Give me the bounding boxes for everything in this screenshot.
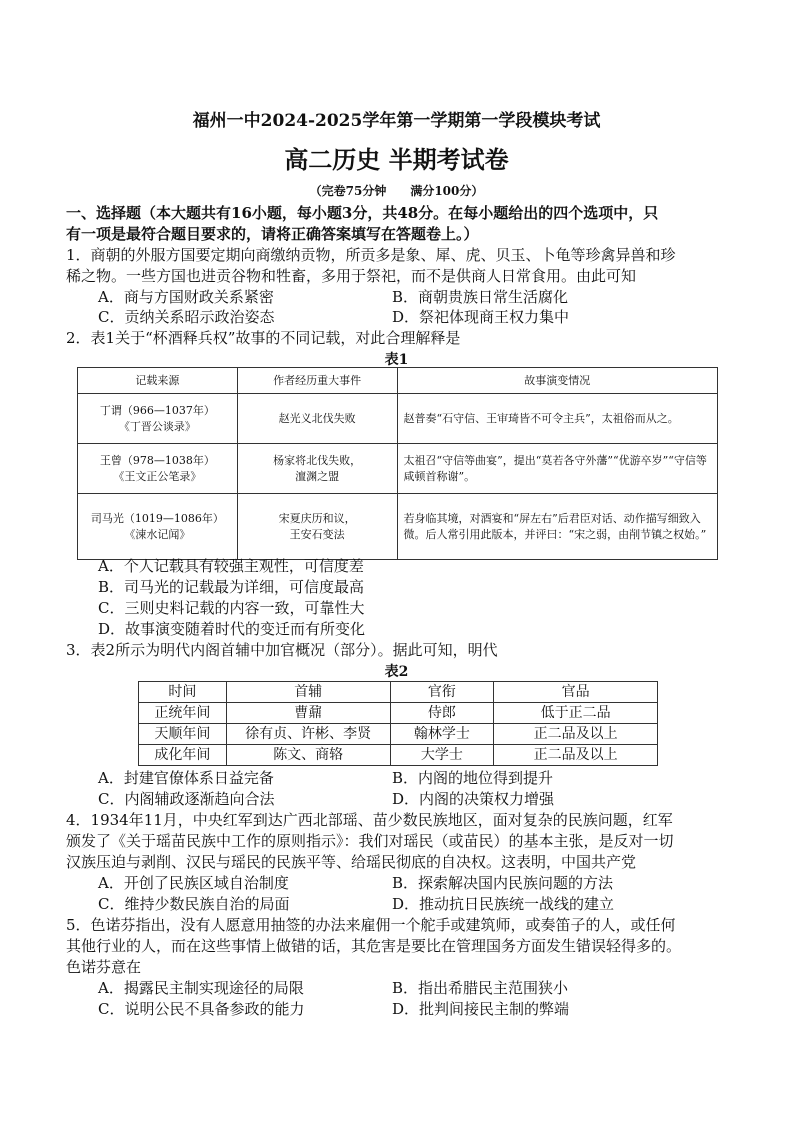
table2-caption: 表2 (384, 664, 409, 680)
table2-cell: 翰林学士 (390, 724, 494, 745)
table1-cell-event (237, 494, 397, 560)
section-instruction-line-1: 一、选择题（本大题共有16小题，每小题3分，共48分。在每小题给出的四个选项中，只 (66, 204, 659, 222)
q4-stem-line-2: 颁发了《关于瑶苗民族中工作的原则指示》：我们对瑶民（或苗民）的基本主张，是反对一切 (66, 832, 674, 850)
table2-header-time: 时间 (139, 682, 227, 703)
table2-cell: 徐有贞、许彬、李贤 (226, 724, 390, 745)
table-row (78, 494, 718, 560)
table2-header-row (139, 682, 658, 703)
q3-option-c: C．内阁辅政逐渐趋向合法 (98, 790, 275, 808)
event-line: 宋夏庆历和议， (278, 511, 356, 525)
table2-cell: 侍郎 (390, 703, 494, 724)
q5-option-b: B．指出希腊民主范围狭小 (392, 979, 569, 997)
source-book: 《涑水记闻》 (124, 527, 191, 541)
section-instruction-line-2: 有一项是最符合题目要求的，请将正确答案填写在答题卷上。） (66, 225, 479, 243)
table-row (139, 724, 658, 745)
table2-cell: 正二品及以上 (494, 745, 658, 766)
table1-caption: 表1 (384, 352, 409, 368)
q1-option-b: B．商朝贵族日常生活腐化 (392, 288, 569, 306)
table1-cell-source (78, 444, 238, 494)
table2-cell: 低于正二品 (494, 703, 658, 724)
school-exam-line: 福州一中2024-2025学年第一学期第一学段模块考试 (192, 111, 601, 131)
source-book: 《王文正公笔录》 (113, 469, 202, 483)
table2-header-title: 官衔 (390, 682, 494, 703)
table1-cell-source (78, 494, 238, 560)
exam-meta: （完卷75分钟 满分100分） (309, 184, 484, 198)
q2-option-b: B．司马光的记载最为详细，可信度最高 (98, 578, 365, 596)
table1-cell-story: 赵普奏“石守信、王审琦皆不可令主兵”，太祖俗而从之。 (397, 394, 717, 444)
q2-option-d: D．故事演变随着时代的变迁而有所变化 (98, 620, 366, 638)
table1-header-story: 故事演变情况 (397, 368, 717, 394)
source-book: 《丁晋公谈录》 (118, 419, 196, 433)
q4-option-d: D．推动抗日民族统一战线的建立 (392, 895, 615, 913)
table2-cell: 大学士 (390, 745, 494, 766)
event-line: 王安石变法 (289, 527, 345, 541)
q1-stem-line-2: 稀之物。一些方国也进贡谷物和牲畜，多用于祭祀，而不是供商人日常食用。由此可知 (66, 267, 637, 285)
event-line: 杨家将北伐失败， (273, 453, 362, 467)
table1-cell-source (78, 394, 238, 444)
page-title: 高二历史 半期考试卷 (284, 146, 509, 174)
q5-option-d: D．批判间接民主制的弊端 (392, 1000, 570, 1018)
q2-option-a: A．个人记载具有较强主观性，可信度差 (98, 557, 364, 575)
table1 (77, 367, 718, 560)
q3-option-a: A．封建官僚体系日益完备 (98, 769, 274, 787)
table1-cell-story: 若身临其境，对酒宴和“屏左右”后君臣对话、动作描写细致入微。后人常引用此版本，并评曰：“宋之弱，由削节镇之权始。” (397, 494, 717, 560)
table-row (78, 444, 718, 494)
table1-header-source: 记载来源 (78, 368, 238, 394)
table-row (78, 394, 718, 444)
table2-cell: 曹鼐 (226, 703, 390, 724)
q2-option-c: C．三则史料记载的内容一致，可靠性大 (98, 599, 365, 617)
q5-stem-line-3: 色诺芬意在 (66, 958, 142, 976)
table2-header-rank: 官品 (494, 682, 658, 703)
q3-option-b: B．内阁的地位得到提升 (392, 769, 554, 787)
q1-stem-line-1: 1．商朝的外服方国要定期向商缴纳贡物，所贡多是象、犀、虎、贝玉、卜龟等珍禽异兽和珍 (66, 246, 676, 264)
table1-cell-event (237, 444, 397, 494)
q5-option-c: C．说明公民不具备参政的能力 (98, 1000, 305, 1018)
q4-option-b: B．探索解决国内民族问题的方法 (392, 874, 614, 892)
table1-header-event: 作者经历重大事件 (237, 368, 397, 394)
q5-option-a: A．揭露民主制实现途径的局限 (98, 979, 304, 997)
q4-option-a: A．开创了民族区域自治制度 (98, 874, 289, 892)
q4-option-c: C．维持少数民族自治的局面 (98, 895, 290, 913)
q1-option-d: D．祭祀体现商王权力集中 (392, 308, 570, 326)
q4-stem-line-1: 4．1934年11月，中央红军到达广西北部瑶、苗少数民族地区，面对复杂的民族问题，红军 (66, 811, 673, 829)
event-line: 澶渊之盟 (295, 469, 340, 483)
table2 (138, 681, 658, 766)
source-author: 丁谓（966—1037年） (99, 403, 215, 417)
q5-stem-line-2: 其他行业的人，而在这些事情上做错的话，其危害是要比在管理国务方面发生错误轻得多的。 (66, 937, 682, 955)
table2-cell: 正二品及以上 (494, 724, 658, 745)
table2-header-chief: 首辅 (226, 682, 390, 703)
table2-cell: 天顺年间 (139, 724, 227, 745)
table1-cell-story: 太祖召“守信等曲宴”，提出“莫若各守外藩”“优游卒岁”“守信等咸顿首称谢”。 (397, 444, 717, 494)
table2-cell: 正统年间 (139, 703, 227, 724)
q2-stem: 2．表1关于“杯酒释兵权”故事的不同记载，对此合理解释是 (66, 329, 461, 347)
table1-cell-event (237, 394, 397, 444)
event-line: 赵光义北伐失败 (278, 411, 356, 425)
q3-stem: 3．表2所示为明代内阁首辅中加官概况（部分）。据此可知，明代 (66, 641, 498, 659)
source-author: 司马光（1019—1086年） (90, 511, 224, 525)
table-row (139, 703, 658, 724)
q1-option-c: C．贡纳关系昭示政治姿态 (98, 308, 275, 326)
q4-stem-line-3: 汉族压迫与剥削、汉民与瑶民的民族平等、给瑶民彻底的自决权。这表明，中国共产党 (66, 853, 637, 871)
table1-header-row (78, 368, 718, 394)
table2-cell: 成化年间 (139, 745, 227, 766)
q5-stem-line-1: 5．色诺芬指出，没有人愿意用抽签的办法来雇佣一个舵手或建筑师，或奏笛子的人，或任何 (66, 916, 676, 934)
q1-option-a: A．商与方国财政关系紧密 (98, 288, 274, 306)
table-row (139, 745, 658, 766)
source-author: 王曾（978—1038年） (99, 453, 215, 467)
q3-option-d: D．内阁的决策权力增强 (392, 790, 555, 808)
table2-cell: 陈文、商辂 (226, 745, 390, 766)
